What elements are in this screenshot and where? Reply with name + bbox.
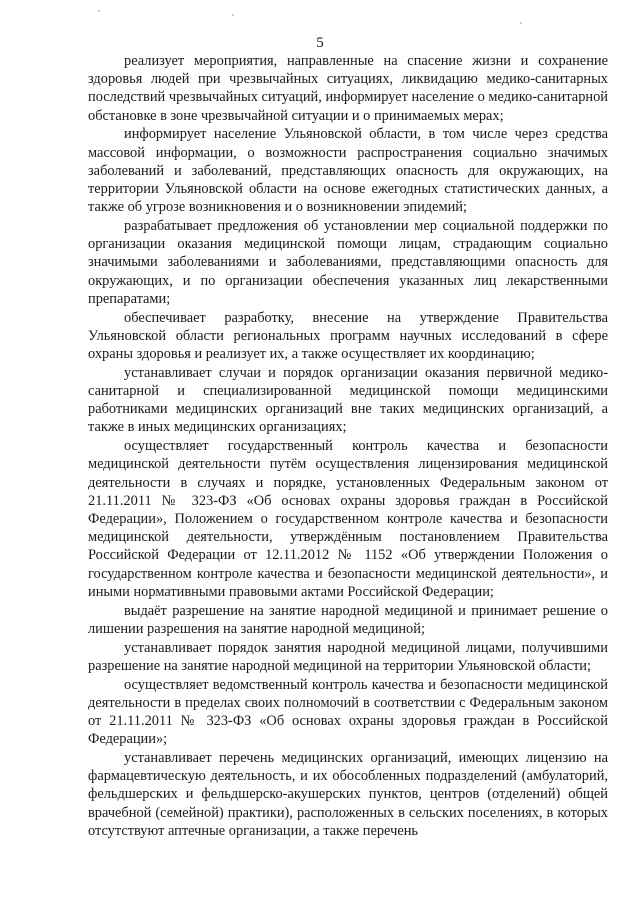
scan-speck: [98, 10, 100, 12]
paragraph: устанавливает случаи и порядок организации оказания первичной медико-санитарной и специализированной медицинской помощи медицинскими работниками медицинских организаций вне таких медицинских организаций, а также в иных медицинских организациях;: [88, 364, 608, 436]
paragraph: обеспечивает разработку, внесение на утверждение Правительства Ульяновской области региональных программ научных исследований в сфере охраны здоровья и реализует их, а также осуществляет их координацию;: [88, 309, 608, 363]
paragraph: выдаёт разрешение на занятие народной медициной и принимает решение о лишении разрешения на занятие народной медициной;: [88, 602, 608, 637]
paragraph: осуществляет государственный контроль качества и безопасности медицинской деятельности путём осуществления лицензирования медицинской деятельности в случаях и порядке, установленных Федеральным законом от 21.11.2011 № 323-ФЗ «Об основах охраны здоровья граждан в Российской Федерации», Положением о государственном контроле качества и безопасности медицинской деятельности, утверждённым постановлением Правительства Российской Федерации от 12.11.2012 № 1152 «Об утверждении Положения о государственном контроле качества и безопасности медицинской деятельности», и иными нормативными правовыми актами Российской Федерации;: [88, 438, 608, 600]
paragraph: осуществляет ведомственный контроль качества и безопасности медицинской деятельности в пределах своих полномочий в соответствии с Федеральным законом от 21.11.2011 № 323-ФЗ «Об основах охраны здоровья граждан в Российской Федерации»;: [88, 676, 608, 748]
paragraph: реализует мероприятия, направленные на спасение жизни и сохранение здоровья людей при чрезвычайных ситуациях, ликвидацию медико-санитарных последствий чрезвычайных ситуаций, информирует население о медико-санитарной обстановке в зоне чрезвычайной ситуации и о принимаемых мерах;: [88, 53, 608, 124]
paragraph: разрабатывает предложения об установлении мер социальной поддержки по организации оказания медицинской помощи лицам, страдающим социально значимыми заболеваниями и заболеваниями, представляющими опасность для окружающих, и по организации обеспечения указанных лиц лекарственными препаратами;: [88, 218, 608, 307]
paragraph: информирует население Ульяновской области, в том числе через средства массовой информации, о возможности распространения социально значимых заболеваний и заболеваний, представляющих опасность для окружающих, на территории Ульяновской области на основе ежегодных статистических данных, а также об угрозе возникновения и о возникновении эпидемий;: [88, 126, 608, 216]
scan-speck: [232, 14, 234, 16]
paragraph: устанавливает порядок занятия народной медициной лицами, получившими разрешение на занятие народной медициной на территории Ульяновской области;: [88, 639, 608, 674]
document-body: [88, 52, 608, 840]
paragraph: устанавливает перечень медицинских организаций, имеющих лицензию на фармацевтическую деятельность, и их обособленных подразделений (амбулаторий, фельдшерских и фельдшерско-акушерских пунктов, центров (отделений) общей врачебной (семейной) практики), расположенных в сельских поселениях, в которых отсутствуют аптечные организации, а также перечень: [88, 750, 608, 839]
page-number: 5: [316, 35, 324, 51]
scan-speck: [520, 22, 522, 24]
